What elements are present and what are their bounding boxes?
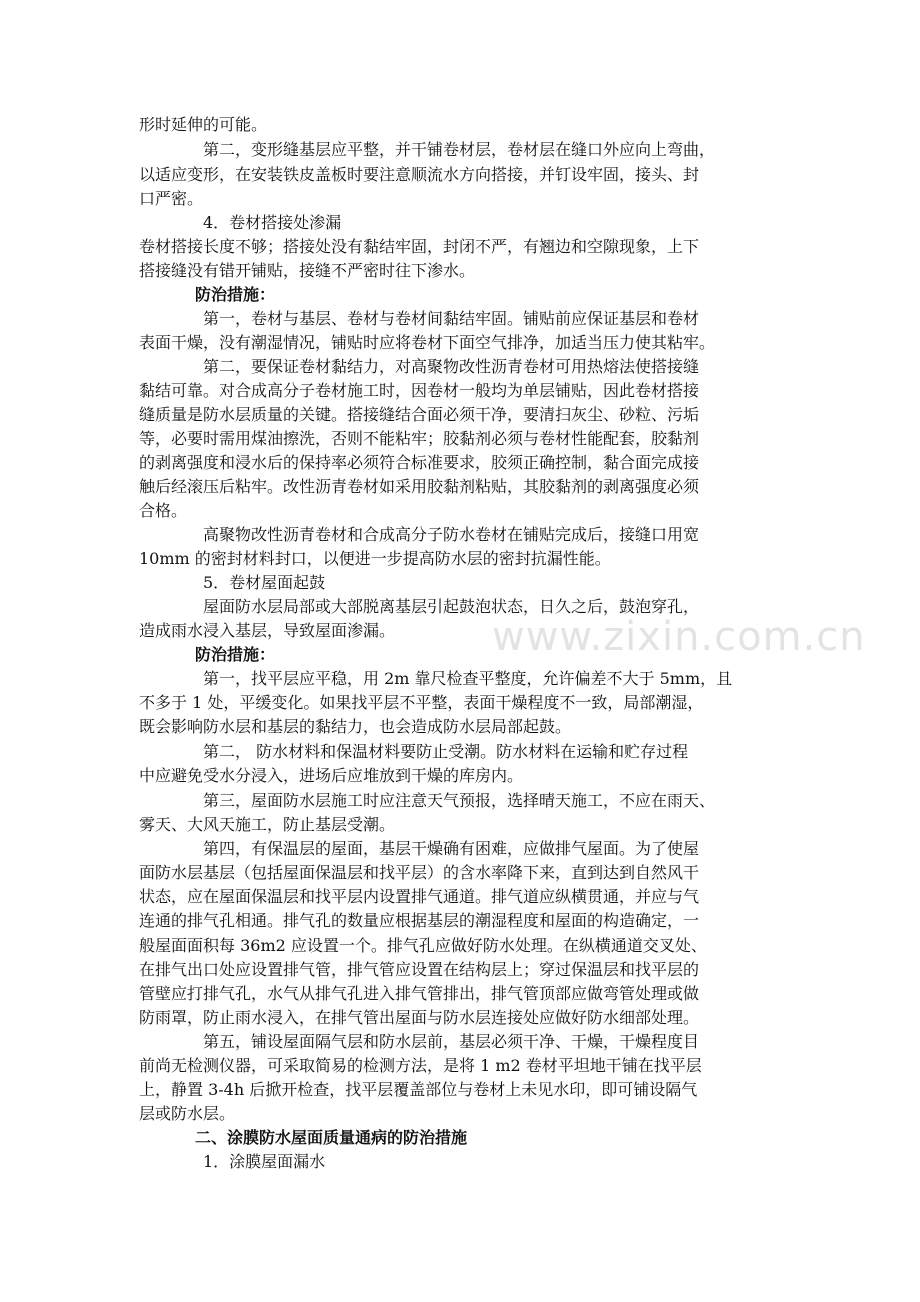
text-line: 第二， 防水材料和保温材料要防止受潮。防水材料在运输和贮存过程 — [203, 742, 689, 761]
subheading-measures: 防治措施： — [195, 645, 276, 664]
text-line: 合格。 — [139, 501, 188, 520]
text-line: 等，必要时需用煤油擦洗，否则不能粘牢；胶黏剂必须与卷材性能配套，胶黏剂 — [139, 429, 700, 448]
text-line: 表面干燥，没有潮湿情况，铺贴时应将卷材下面空气排净，加适当压力使其粘牢。 — [139, 333, 716, 352]
text-line: 雾天、大风天施工，防止基层受潮。 — [139, 815, 396, 834]
text-line: 卷材搭接长度不够；搭接处没有黏结牢固，封闭不严，有翘边和空隙现象，上下 — [139, 237, 700, 256]
text-line: 触后经滚压后粘牢。改性沥青卷材如采用胶黏剂粘贴，其胶黏剂的剥离强度必须 — [139, 477, 700, 496]
text-line: 面防水层基层（包括屋面保温层和找平层）的含水率降下来，直到达到自然风干 — [139, 863, 700, 882]
section-heading: 1．涂膜屋面漏水 — [203, 1152, 326, 1171]
text-line: 第二，要保证卷材黏结力，对高聚物改性沥青卷材可用热熔法使搭接缝 — [203, 357, 700, 376]
text-line: 状态，应在屋面保温层和找平层内设置排气通道。排气道应纵横贯通，并应与气 — [139, 887, 700, 906]
chapter-heading: 二、涂膜防水屋面质量通病的防治措施 — [195, 1128, 468, 1147]
text-line: 第三，屋面防水层施工时应注意天气预报，选择晴天施工，不应在雨天、 — [203, 791, 716, 810]
section-heading: 5．卷材屋面起鼓 — [203, 573, 326, 592]
text-line: 既会影响防水层和基层的黏结力，也会造成防水层局部起鼓。 — [139, 717, 572, 736]
text-line: 般屋面面积每 36m2 应设置一个。排气孔应做好防水处理。在纵横通道交叉处、 — [139, 936, 707, 955]
text-line: 中应避免受水分浸入，进场后应堆放到干燥的库房内。 — [139, 766, 524, 785]
text-line: 第一，找平层应平稳，用 2m 靠尺检查平整度，允许偏差不大于 5mm，且 — [203, 669, 733, 688]
text-line: 上，静置 3-4h 后掀开检查，找平层覆盖部位与卷材上未见水印，即可铺设隔气 — [139, 1080, 698, 1099]
text-line: 第五，铺设屋面隔气层和防水层前，基层必须干净、干燥，干燥程度目 — [203, 1032, 700, 1051]
subheading-measures: 防治措施： — [195, 285, 276, 304]
text-line: 管壁应打排气孔，水气从排气孔进入排气管排出，排气管顶部应做弯管处理或做 — [139, 984, 700, 1003]
watermark: www.zixin.com.cn — [492, 614, 866, 660]
text-line: 缝质量是防水层质量的关键。搭接缝结合面必须干净，要清扫灰尘、砂粒、污垢 — [139, 405, 700, 424]
text-line: 的剥离强度和浸水后的保持率必须符合标准要求，胶须正确控制，黏合面完成接 — [139, 453, 700, 472]
text-line: 高聚物改性沥青卷材和合成高分子防水卷材在铺贴完成后，接缝口用宽 — [203, 525, 700, 544]
text-line: 第二，变形缝基层应平整，并干铺卷材层，卷材层在缝口外应向上弯曲， — [203, 140, 716, 159]
section-heading: 4．卷材搭接处渗漏 — [203, 213, 342, 232]
text-line: 屋面防水层局部或大部脱离基层引起鼓泡状态，日久之后，鼓泡穿孔， — [203, 597, 700, 616]
text-line: 搭接缝没有错开铺贴，接缝不严密时往下渗水。 — [139, 261, 476, 280]
text-line: 10mm 的密封材料封口，以便进一步提高防水层的密封抗漏性能。 — [139, 549, 611, 568]
text-line: 第四，有保温层的屋面，基层干燥确有困难，应做排气屋面。为了使屋 — [203, 839, 700, 858]
text-line: 造成雨水浸入基层，导致屋面渗漏。 — [139, 621, 396, 640]
text-line: 口严密。 — [139, 189, 204, 208]
text-line: 前尚无检测仪器，可采取简易的检测方法，是将 1 m2 卷材平坦地干铺在找平层 — [139, 1056, 702, 1075]
text-line: 第一，卷材与基层、卷材与卷材间黏结牢固。铺贴前应保证基层和卷材 — [203, 309, 700, 328]
text-line: 以适应变形，在安装铁皮盖板时要注意顺流水方向搭接，并钉设牢固，接头、封 — [139, 165, 700, 184]
text-line: 连通的排气孔相通。排气孔的数量应根据基层的潮湿程度和屋面的构造确定，一 — [139, 911, 700, 930]
text-line: 在排气出口处应设置排气管，排气管应设置在结构层上；穿过保温层和找平层的 — [139, 960, 700, 979]
text-line: 层或防水层。 — [139, 1104, 236, 1123]
text-line: 形时延伸的可能。 — [139, 115, 268, 134]
text-line: 黏结可靠。对合成高分子卷材施工时，因卷材一般均为单层铺贴，因此卷材搭接 — [139, 381, 700, 400]
text-line: 不多于 1 处，平缓变化。如果找平层不平整，表面干燥程度不一致，局部潮湿， — [139, 693, 704, 712]
text-line: 防雨罩，防止雨水浸入，在排气管出屋面与防水层连接处应做好防水细部处理。 — [139, 1008, 700, 1027]
